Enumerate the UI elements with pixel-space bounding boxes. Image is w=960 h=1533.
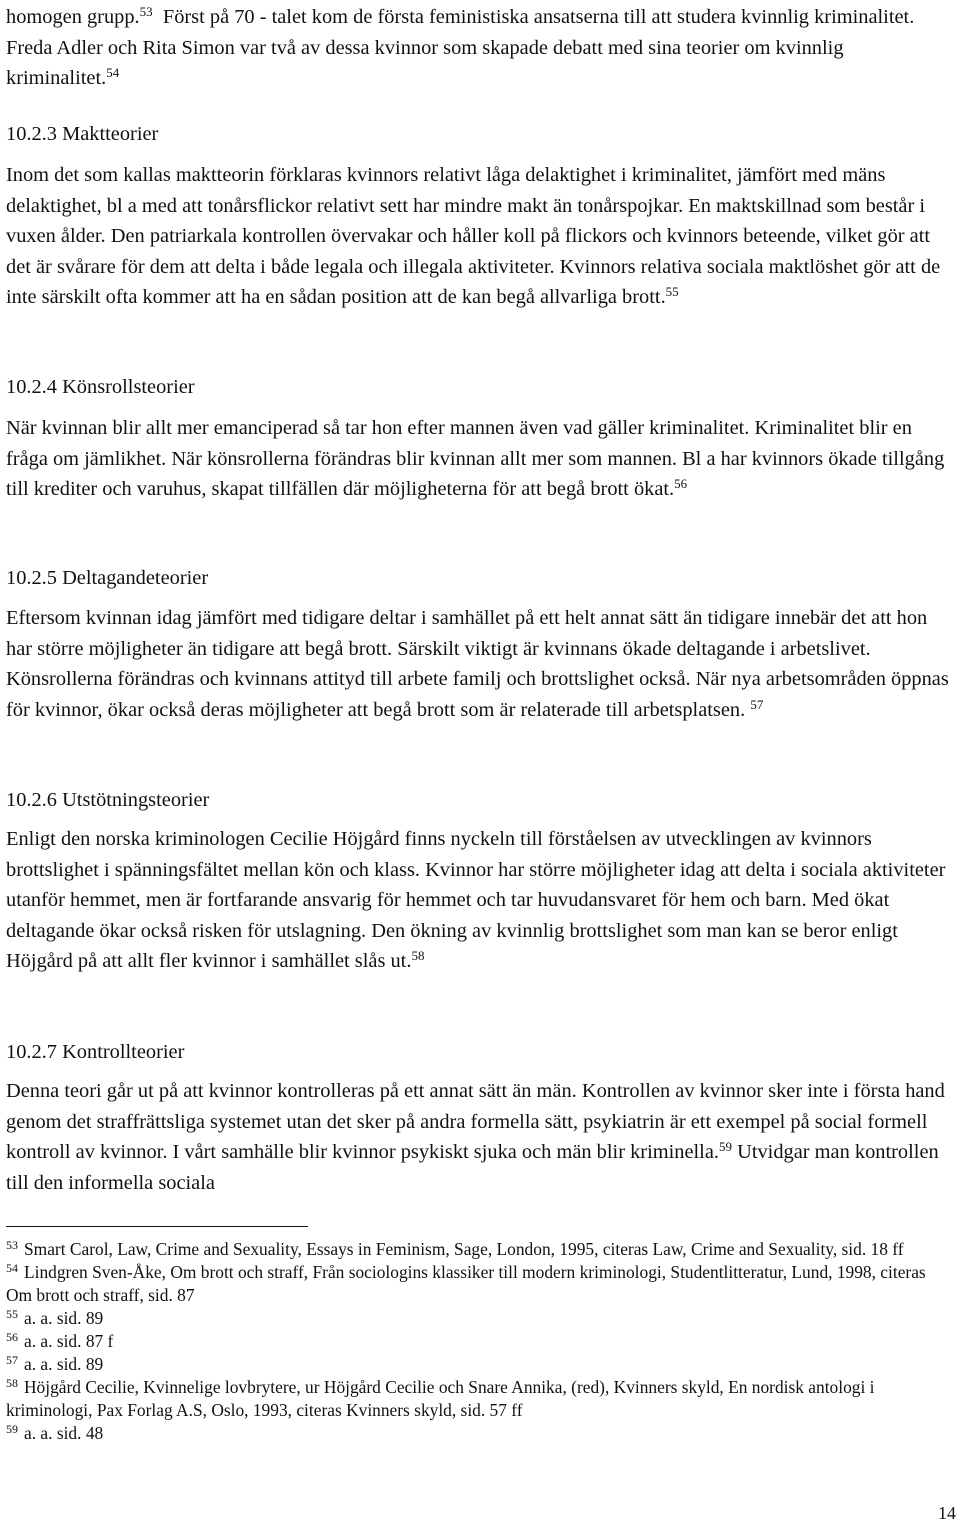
footnote-59 (6, 1422, 954, 1445)
section-text-utstotningsteorier (6, 824, 954, 977)
section-heading-kontrollteorier: 10.2.7 Kontrollteorier (6, 1041, 185, 1063)
footnote-58 (6, 1376, 954, 1422)
footnote-56 (6, 1330, 954, 1353)
section-text-kontrollteorier (6, 1076, 954, 1198)
intro-paragraph (6, 2, 954, 94)
section-text-a: Denna teori går ut på att kvinnor kontrolleras på ett annat sätt än män. Kontrollen av kvinnor sker inte i första hand genom det straffrättsliga systemet utan det sker på andra formella sätt, psykiatrin är ett exempel på social formell kontroll av kvinnor. I vårt samhälle blir kvinnor psykiskt sjuka och män blir kriminella. (6, 1080, 945, 1163)
footnote-ref-57: 57 (750, 696, 764, 712)
intro-text-a: homogen grupp. (6, 6, 140, 28)
section-text-konsrollsteorier (6, 413, 954, 505)
footnote-number: 57 (6, 1353, 18, 1367)
section-text: När kvinnan blir allt mer emanciperad så tar hon efter mannen även vad gäller kriminalitet. Kriminalitet blir en fråga om jämlikhet. När könsrollerna förändras blir kvinnan allt mer som mannen. Bl a har kvinnors ökade tillgång till krediter och varuhus, skapat tillfällen där möjligheterna för att begå brott ökat. (6, 417, 945, 500)
footnote-text: a. a. sid. 89 (24, 1354, 104, 1374)
footnote-divider (6, 1226, 308, 1227)
page-number: 14 (938, 1503, 956, 1523)
section-heading-utstotningsteorier: 10.2.6 Utstötningsteorier (6, 789, 210, 811)
intro-text-b: Först på 70 - talet kom de första feministiska ansatserna till att studera kvinnlig kriminalitet. Freda Adler och Rita Simon var två av dessa kvinnor som skapade debatt med sina teorier om kvinnlig kriminalitet. (6, 6, 920, 89)
footnote-ref-58: 58 (411, 948, 425, 963)
section-heading-deltagandeteorier: 10.2.5 Deltagandeteorier (6, 567, 209, 589)
footnote-number: 54 (6, 1261, 18, 1275)
footnote-number: 59 (6, 1422, 18, 1436)
footnote-53 (6, 1238, 954, 1261)
footnote-text: Höjgård Cecilie, Kvinnelige lovbrytere, ur Höjgård Cecilie och Snare Annika, (red), Kvinners skyld, En nordisk antologi i kriminologi, Pax Forlag A.S, Oslo, 1993, citeras Kvinners skyld, sid. 57 ff (6, 1377, 875, 1420)
footnote-number: 53 (6, 1238, 18, 1252)
footnote-text: Smart Carol, Law, Crime and Sexuality, Essays in Feminism, Sage, London, 1995, citeras Law, Crime and Sexuality, sid. 18 ff (24, 1239, 904, 1259)
section-heading-konsrollsteorier: 10.2.4 Könsrollsteorier (6, 376, 195, 398)
section-text-deltagandeteorier (6, 603, 954, 725)
footnote-number: 55 (6, 1307, 18, 1321)
footnote-ref-59: 59 (719, 1139, 732, 1154)
footnote-ref-54: 54 (106, 65, 120, 80)
footnote-54 (6, 1261, 954, 1307)
section-text-b: Utvidgar man kontrollen till den informella sociala (6, 1141, 944, 1194)
footnote-ref-55: 55 (665, 284, 679, 299)
section-text: Inom det som kallas maktteorin förklaras kvinnors relativt låga delaktighet i kriminalitet, jämfört med mäns delaktighet, bl a med att tonårsflickor relativt sett har mindre makt än tonårspojkar. En maktskillnad som består i vuxen ålder. Den patriarkala kontrollen övervakar och håller koll på flickors och kvinnors beteende, vilket gör att det är svårare för dem att delta i både legala och illegala aktiviteter. Kvinnors relativa sociala maktlöshet gör att de inte särskilt ofta kommer att ha en sådan position att de kan begå allvarliga brott. (6, 164, 941, 308)
section-text: Eftersom kvinnan idag jämfört med tidigare deltar i samhället på ett helt annat sätt än tidigare innebär det att hon har större möjligheter än tidigare att begå brott. Särskilt viktigt är kvinnans ökade deltagande i arbetslivet. Könsrollerna förändras och kvinnans attityd till arbete familj och brottslighet också. När nya arbetsområden öppnas för kvinnor, ökar också deras möjligheter att begå brott som är relaterade till arbetsplatsen. (6, 607, 954, 721)
footnote-ref-53: 53 (139, 4, 153, 19)
footnote-number: 56 (6, 1330, 18, 1344)
footnote-text: Lindgren Sven-Åke, Om brott och straff, Från sociologins klassiker till modern kriminologi, Studentlitteratur, Lund, 1998, citeras Om brott och straff, sid. 87 (6, 1262, 926, 1305)
footnote-55 (6, 1307, 954, 1330)
footnotes (6, 1238, 954, 1445)
footnote-text: a. a. sid. 87 f (24, 1331, 114, 1351)
section-text-maktteorier (6, 160, 954, 313)
section-text: Enligt den norska kriminologen Cecilie Höjgård finns nyckeln till förståelsen av utvecklingen av kvinnors brottslighet i spänningsfältet mellan kön och klass. Kvinnor har större möjligheter idag att delta i sociala aktiviteter utanför hemmet, men är fortfarande ansvarig för hemmet och tar huvudansvaret för hem och barn. Med ökat deltagande ökar också risken för utslagning. Den ökning av kvinnlig brottslighet som man kan se beror enligt Höjgård på att allt fler kvinnor i samhället slås ut. (6, 828, 946, 972)
footnote-text: a. a. sid. 89 (24, 1308, 104, 1328)
footnote-text: a. a. sid. 48 (24, 1423, 104, 1443)
footnote-number: 58 (6, 1376, 18, 1390)
footnote-57 (6, 1353, 954, 1376)
footnote-ref-56: 56 (674, 476, 688, 491)
section-heading-maktteorier: 10.2.3 Maktteorier (6, 123, 159, 145)
